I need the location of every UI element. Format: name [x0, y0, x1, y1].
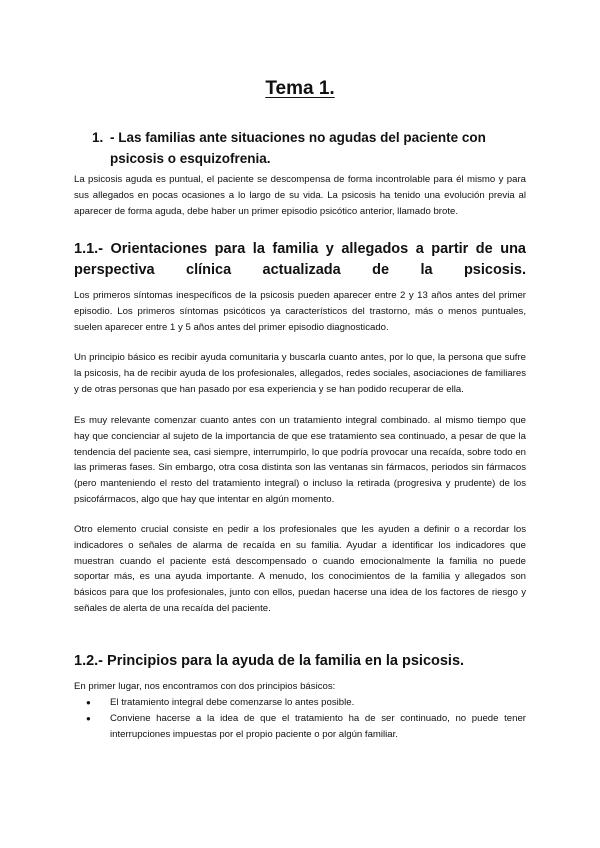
list-item [74, 711, 526, 743]
list-item-text: Conviene hacerse a la idea de que el tratamiento ha de ser continuado, no puede tener interrupciones impuestas por el propio paciente o por algún familiar. [110, 713, 526, 740]
bullet-icon [74, 695, 110, 711]
section-1-1-paragraph: Un principio básico es recibir ayuda comunitaria y buscarla cuanto antes, por lo que, la persona que sufre la psicosis, ha de recibir ayuda de los profesionales, allegados, redes sociales, asociaciones de familiares y de otras personas que han pasado por esa experiencia y se han podido recuperar de ella. [74, 352, 526, 395]
section-1-2-intro: En primer lugar, nos encontramos con dos principios básicos: [74, 681, 336, 692]
section-1-1-heading: 1.1.- Orientaciones para la familia y allegados a partir de una perspectiva clínica actualizada de la psicosis. [74, 241, 526, 278]
section-1-1-paragraph: Los primeros síntomas inespecíficos de la psicosis pueden aparecer entre 2 y 13 años antes del primer episodio. Los primeros síntomas psicóticos ya característicos del trastorno, más o menos puntuales, suelen aparecer entre 1 y 5 años antes del primer episodio diagnosticado. [74, 290, 526, 333]
section-1-heading [92, 127, 537, 169]
section-1-2-heading: 1.2.- Principios para la ayuda de la familia en la psicosis. [74, 653, 465, 669]
section-1-heading-text: - Las familias ante situaciones no agudas del paciente con psicosis o esquizofrenia. [110, 130, 486, 166]
section-1-1-paragraph: Es muy relevante comenzar cuanto antes con un tratamiento integral combinado. al mismo tiempo que hay que concienciar al sujeto de la importancia de que ese tratamiento sea continuado, a pesar de que la tendencia del paciente sea, casi siempre, interrumpirlo, lo que podría provocar una recaída, sobre todo en las primeras fases. Sin embargo, otra cosa distinta son las ventanas sin fármacos, periodos sin fármacos (pero manteniendo el resto del tratamiento integral) o incluso la retirada (progresiva y prudente) de los psicofármacos, algo que hay que intentar en algún momento. [74, 415, 526, 505]
intro-paragraph: La psicosis aguda es puntual, el paciente se descompensa de forma incontrolable para él mismo y para sus allegados en pocas ocasiones a lo largo de su vida. La psicosis ha tenido una evolución previa al aparecer de forma aguda, debe haber un primer episodio psicótico anterior, llamado brote. [74, 174, 526, 217]
section-1-1-paragraph: Otro elemento crucial consiste en pedir a los profesionales que les ayuden a definir o a recordar los indicadores o señales de alarma de recaída en su familia. Ayudar a identificar los indicadores que muestran cuando el paciente está descompensado o cuando emocionalmente la familia no puede soportar más, es una ayuda importante. A menudo, los conocimientos de la familia y allegados son básicos para que los profesionales, junto con ellos, puedan hacerse una idea de los factores de riesgo y señales de alerta de una recaída del paciente. [74, 524, 526, 614]
bullet-icon [74, 711, 110, 743]
principles-list [74, 695, 526, 743]
document-title: Tema 1. [265, 78, 335, 99]
list-item [74, 695, 526, 711]
list-item-text: El tratamiento integral debe comenzarse lo antes posible. [110, 697, 355, 708]
section-1-number: 1. [92, 130, 104, 145]
